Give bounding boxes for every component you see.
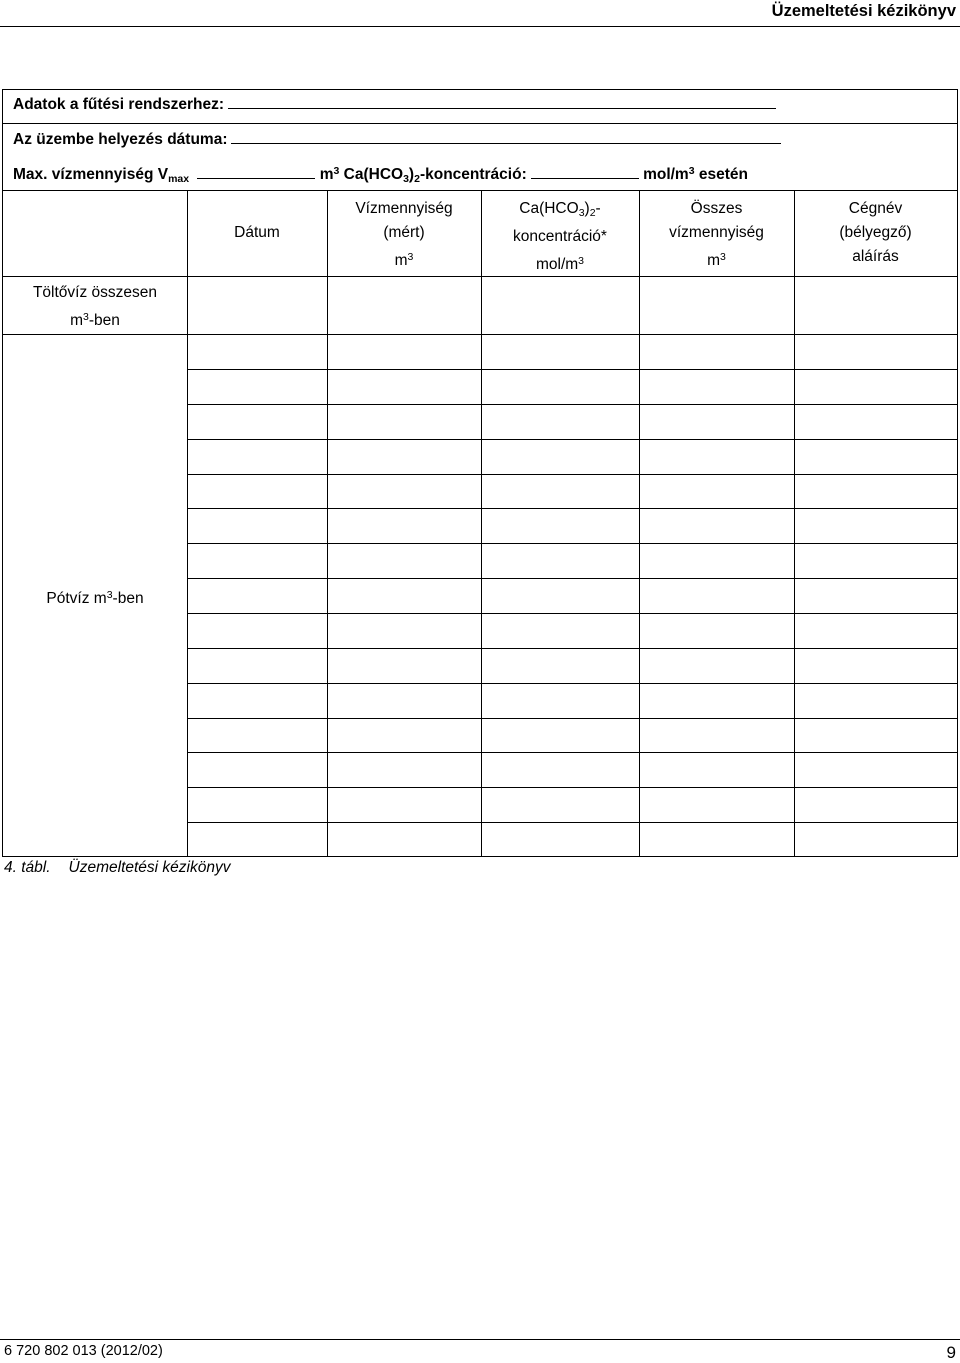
column-header-company: Cégnév (bélyegző) aláírás — [839, 200, 912, 265]
page-number: 9 — [946, 1343, 956, 1362]
column-header-total-volume: Összes vízmennyiség $m^3$ — [669, 200, 764, 269]
rule — [187, 787, 957, 788]
rule — [639, 190, 640, 856]
system-data-field[interactable] — [228, 107, 776, 109]
running-header: Üzemeltetési kézikönyv — [771, 2, 956, 20]
rule — [187, 404, 957, 405]
row-label-fill-water: Töltővíz összesen $m^3$-ben — [32, 284, 158, 329]
rule — [327, 190, 328, 856]
water-log-form — [2, 89, 958, 857]
rule — [187, 508, 957, 509]
rule — [3, 190, 957, 191]
concentration-field[interactable] — [531, 177, 639, 179]
rule — [187, 190, 188, 856]
table-number: 4. tábl. — [4, 859, 51, 876]
table-caption — [4, 859, 230, 877]
rule — [187, 752, 957, 753]
system-data-label: Adatok a fűtési rendszerhez: — [13, 96, 225, 113]
rule — [187, 648, 957, 649]
header-rule — [0, 26, 960, 27]
rule — [187, 683, 957, 684]
column-header-date: Dátum — [234, 224, 280, 241]
system-data-line — [13, 96, 776, 114]
footer-rule — [0, 1339, 960, 1340]
max-volume-line: Max. vízmennyiség $V_{max}$ $m^3$ $Ca(HCO_3)_2$-koncentráció: mol/$m^3$ esetén — [13, 165, 748, 185]
column-header-water-volume: Vízmennyiség (mért) $m^3$ — [355, 200, 453, 269]
rule — [187, 822, 957, 823]
rule — [794, 190, 795, 856]
document-number: 6 720 802 013 (2012/02) — [4, 1343, 163, 1359]
rule — [187, 613, 957, 614]
rule — [3, 276, 957, 277]
max-volume-label: Max. vízmennyiség V — [13, 166, 169, 183]
table-title: Üzemeltetési kézikönyv — [68, 859, 231, 876]
rule — [187, 718, 957, 719]
commissioning-date-line — [13, 131, 781, 149]
commissioning-date-field[interactable] — [231, 142, 781, 144]
concentration-label: $Ca(HCO_3)_2$-koncentráció: — [343, 166, 527, 185]
rule — [187, 474, 957, 475]
rule — [187, 439, 957, 440]
rule — [481, 190, 482, 856]
rule — [3, 334, 957, 335]
rule — [187, 543, 957, 544]
max-volume-field[interactable] — [197, 177, 315, 179]
rule — [3, 123, 957, 124]
row-label-top-up-water: Pótvíz $m^3$-ben — [46, 589, 144, 607]
commissioning-date-label: Az üzembe helyezés dátuma: — [13, 131, 228, 148]
rule — [187, 369, 957, 370]
column-header-concentration: $Ca(HCO_3)_2-$ koncentráció* mol/$m^3$ — [513, 200, 607, 273]
rule — [187, 578, 957, 579]
